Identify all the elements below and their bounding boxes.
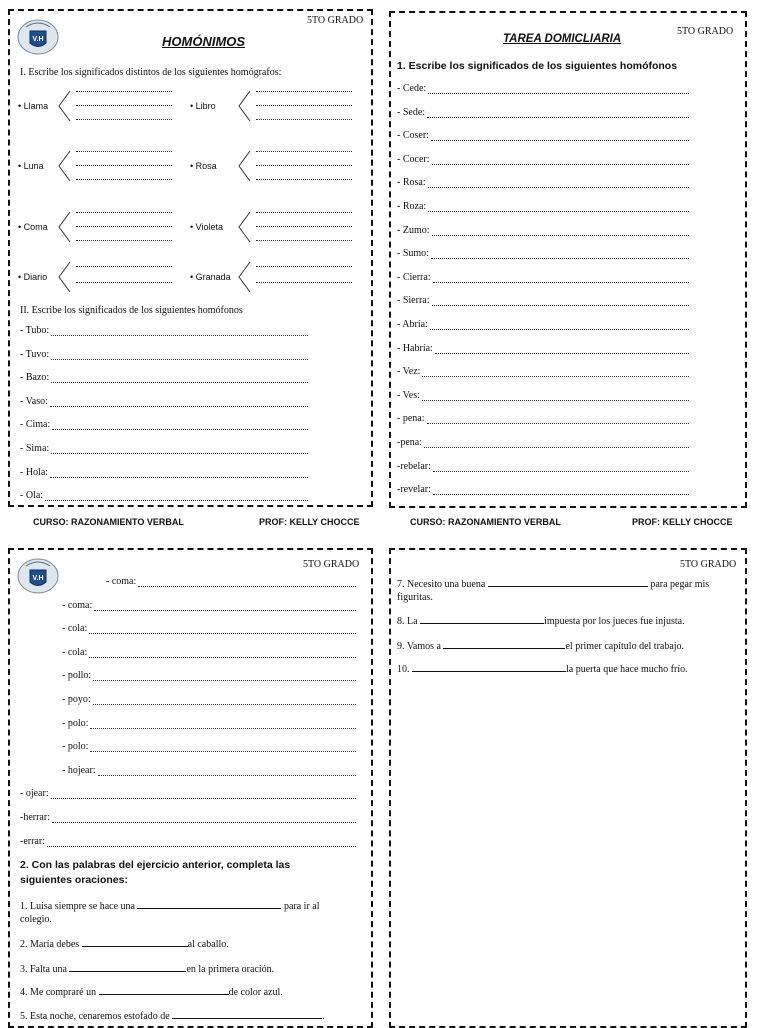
worksheet-sentences [389,548,747,1028]
dotted-answer-line[interactable] [256,165,352,166]
homograph-word: • Diario [18,272,48,282]
term-label: -errar: [20,835,45,847]
term-label: - Tuvo: [20,348,50,360]
term-label: - Coser: [397,130,429,142]
dotted-answer-line[interactable] [51,444,308,454]
sentence-4: 4. Me compraré un de color azul. [20,984,283,999]
answer-blank-8[interactable] [420,613,544,624]
school-logo [16,556,60,596]
dotted-answer-line[interactable] [45,491,308,501]
term-label: - Cierra: [397,271,431,283]
term-label: - pena: [397,413,425,425]
term-label: - coma: [106,576,137,587]
answer-line[interactable] [397,484,689,495]
dotted-answer-line[interactable] [428,84,689,94]
school-logo [16,17,60,57]
answer-line[interactable] [397,107,689,118]
term-label: - Ves: [397,389,420,401]
answer-line[interactable] [397,201,689,212]
answer-line[interactable] [62,765,356,776]
answer-line[interactable] [397,248,689,259]
footer-course: CURSO: RAZONAMIENTO VERBAL [33,517,184,527]
bracket-icon [236,210,252,244]
answer-line[interactable] [397,390,689,401]
grade-label: 5TO GRADO [677,26,734,37]
homograph-word: • Rosa [190,161,217,171]
dotted-answer-line[interactable] [90,742,356,752]
answer-blank-10[interactable] [412,661,566,672]
term-label: -revelar: [397,484,431,496]
footer-prof: PROF: KELLY CHOCCE [632,517,733,527]
sentence-10: 10. la puerta que hace mucho frío. [397,661,688,676]
dotted-answer-line[interactable] [93,695,356,705]
answer-blank-2[interactable] [82,936,188,947]
answer-blank-9[interactable] [443,638,565,649]
answer-line[interactable] [20,812,356,823]
homograph-word: • Luna [18,161,44,171]
homework-instruction: 1. Escribe los significados de los siguientes homófonos [397,60,678,72]
bracket-icon [56,149,72,183]
bracket-icon [56,210,72,244]
dotted-answer-line[interactable] [51,789,356,799]
dotted-answer-line[interactable] [52,420,308,430]
dotted-answer-line[interactable] [435,344,689,354]
answer-line[interactable] [397,154,689,165]
term-label: -rebelar: [397,460,431,472]
term-label: - Cima: [20,419,51,431]
answer-line[interactable] [397,177,689,188]
dotted-answer-line[interactable] [76,105,172,106]
answer-line[interactable] [397,461,689,472]
bracket-icon [236,260,252,294]
dotted-answer-line[interactable] [90,719,356,729]
sentence-5: 5. Esta noche, cenaremos estofado de . [20,1008,325,1023]
term-label: - Bazo: [20,372,50,384]
dotted-answer-line[interactable] [256,119,352,120]
answer-line[interactable] [20,325,308,336]
answer-line[interactable] [62,600,356,611]
dotted-answer-line[interactable] [93,671,356,681]
sentence-8: 8. La impuesta por los jueces fue injusta. [397,613,685,628]
answer-line[interactable] [20,419,308,430]
dotted-answer-line[interactable] [256,179,352,180]
term-label: - Sede: [397,106,426,118]
section-2-instruction: II. Escribe los significados de los siguientes homófonos [20,305,243,316]
term-label: - ojear: [20,788,49,800]
answer-line[interactable] [62,647,356,658]
bracket-icon [56,260,72,294]
dotted-answer-line[interactable] [94,601,356,611]
dotted-answer-line[interactable] [256,91,352,92]
term-label: - Rosa: [397,177,426,189]
dotted-answer-line[interactable] [51,373,308,383]
term-label: - pollo: [62,670,92,682]
section-2-instruction: 2. Con las palabras del ejercicio anterior, completa las siguientes oraciones: [20,859,291,886]
answer-line[interactable] [20,443,308,454]
dotted-answer-line[interactable] [76,240,172,241]
dotted-answer-line[interactable] [51,350,308,360]
homograph-word: • Violeta [190,222,224,232]
dotted-answer-line[interactable] [50,468,308,478]
dotted-answer-line[interactable] [256,266,352,267]
dotted-answer-line[interactable] [47,837,356,847]
answer-line[interactable] [20,372,308,383]
homograph-word: • Llama [18,101,49,111]
dotted-answer-line[interactable] [430,320,689,330]
logo-text: V.H [32,36,44,43]
dotted-answer-line[interactable] [432,296,689,306]
dotted-answer-line[interactable] [76,282,172,283]
answer-line[interactable] [20,788,356,799]
term-label: - cola: [62,646,88,658]
dotted-answer-line[interactable] [89,648,356,658]
answer-line[interactable] [397,225,689,236]
answer-line[interactable] [20,396,308,407]
answer-blank-4[interactable] [99,984,229,995]
answer-line[interactable] [397,272,689,283]
term-label: - coma: [62,599,93,611]
grade-label: 5TO GRADO [307,15,364,26]
answer-line[interactable] [20,490,308,501]
term-label: -pena: [397,437,422,448]
answer-line[interactable] [397,413,689,424]
dotted-answer-line[interactable] [256,240,352,241]
dotted-answer-line[interactable] [51,326,308,336]
homograph-word: • Libro [190,101,216,111]
answer-line[interactable] [20,467,308,478]
term-label: - Sierra: [397,295,430,307]
answer-line[interactable] [106,576,356,587]
dotted-answer-line[interactable] [422,367,689,377]
term-label: - Ola: [20,490,44,502]
dotted-answer-line[interactable] [76,91,172,92]
homework-title: TAREA DOMICLIARIA [503,33,622,45]
dotted-answer-line[interactable] [76,212,172,213]
dotted-answer-line[interactable] [427,414,689,424]
term-label: - Sima: [20,443,50,454]
answer-line[interactable] [397,366,689,377]
section-1-instruction: I. Escribe los significados distintos de los siguientes homógrafos: [20,67,282,78]
answer-line[interactable] [20,836,356,847]
dotted-answer-line[interactable] [52,813,356,823]
dotted-answer-line[interactable] [76,119,172,120]
answer-line[interactable] [397,83,689,94]
term-label: - Cede: [397,83,427,94]
dotted-answer-line[interactable] [432,226,689,236]
answer-line[interactable] [397,343,689,354]
worksheet-homonimos [8,9,373,507]
term-label: - Zumo: [397,224,430,236]
dotted-answer-line[interactable] [76,165,172,166]
dotted-answer-line[interactable] [256,282,352,283]
dotted-answer-line[interactable] [428,178,689,188]
term-label: - Vaso: [20,395,48,407]
footer-course: CURSO: RAZONAMIENTO VERBAL [410,517,561,527]
answer-line[interactable] [62,694,356,705]
dotted-answer-line[interactable] [76,179,172,180]
term-label: - poyo: [62,694,91,705]
sentence-1: 1. Luisa siempre se hace una para ir al colegio. [20,898,365,926]
answer-blank-5[interactable] [172,1008,322,1019]
page-title: HOMÓNIMOS [162,34,246,49]
term-label: - Roza: [397,201,427,212]
answer-line[interactable] [397,319,689,330]
grade-label: 5TO GRADO [303,559,360,570]
answer-blank-3[interactable] [69,961,186,972]
term-label: - Cocer: [397,153,430,165]
answer-blank-1[interactable] [137,898,281,909]
sentence-3: 3. Falta una en la primera oración. [20,961,274,976]
dotted-answer-line[interactable] [433,273,689,283]
sentence-2: 2. María debes al caballo. [20,936,229,951]
bracket-icon [236,89,252,123]
answer-line[interactable] [62,718,356,729]
dotted-answer-line[interactable] [256,212,352,213]
term-label: -herrar: [20,812,50,823]
term-label: - Vez: [397,366,421,378]
term-label: - polo: [62,741,89,753]
term-label: - hojear: [62,764,96,776]
answer-line[interactable] [397,295,689,306]
answer-line[interactable] [20,349,308,360]
term-label: - Habría: [397,342,433,354]
dotted-answer-line[interactable] [256,151,352,152]
term-label: - polo: [62,717,89,729]
dotted-answer-line[interactable] [433,485,689,495]
worksheet-continuation [8,548,373,1028]
answer-line[interactable] [397,130,689,141]
term-label: - cola: [62,623,88,635]
sentence-7: 7. Necesito una buena para pegar mis figuritas. [397,576,742,604]
dotted-answer-line[interactable] [138,577,356,587]
answer-line[interactable] [62,623,356,634]
worksheet-tarea [389,11,747,508]
dotted-answer-line[interactable] [256,105,352,106]
grade-label: 5TO GRADO [680,559,737,570]
dotted-answer-line[interactable] [256,226,352,227]
dotted-answer-line[interactable] [89,624,356,634]
dotted-answer-line[interactable] [76,151,172,152]
dotted-answer-line[interactable] [76,266,172,267]
term-label: - Tubo: [20,325,50,336]
dotted-answer-line[interactable] [433,462,689,472]
term-label: - Hola: [20,466,49,478]
dotted-answer-line[interactable] [428,202,689,212]
term-label: - Abría: [397,319,428,330]
bracket-icon [236,149,252,183]
dotted-answer-line[interactable] [50,397,308,407]
footer-prof: PROF: KELLY CHOCCE [259,517,360,527]
dotted-answer-line[interactable] [431,249,689,259]
homograph-word: • Coma [18,222,48,232]
logo-text: V.H [32,575,44,582]
dotted-answer-line[interactable] [422,391,689,401]
dotted-answer-line[interactable] [424,438,689,448]
answer-blank-7[interactable] [488,576,648,587]
homograph-word: • Granada [190,272,231,282]
dotted-answer-line[interactable] [431,131,689,141]
bracket-icon [56,89,72,123]
dotted-answer-line[interactable] [76,226,172,227]
dotted-answer-line[interactable] [98,766,356,776]
term-label: - Sumo: [397,248,429,260]
answer-line[interactable] [62,670,356,681]
dotted-answer-line[interactable] [432,155,689,165]
answer-line[interactable] [62,741,356,752]
dotted-answer-line[interactable] [427,108,689,118]
answer-line[interactable] [397,437,689,448]
sentence-9: 9. Vamos a el primer capítulo del trabajo. [397,638,684,653]
